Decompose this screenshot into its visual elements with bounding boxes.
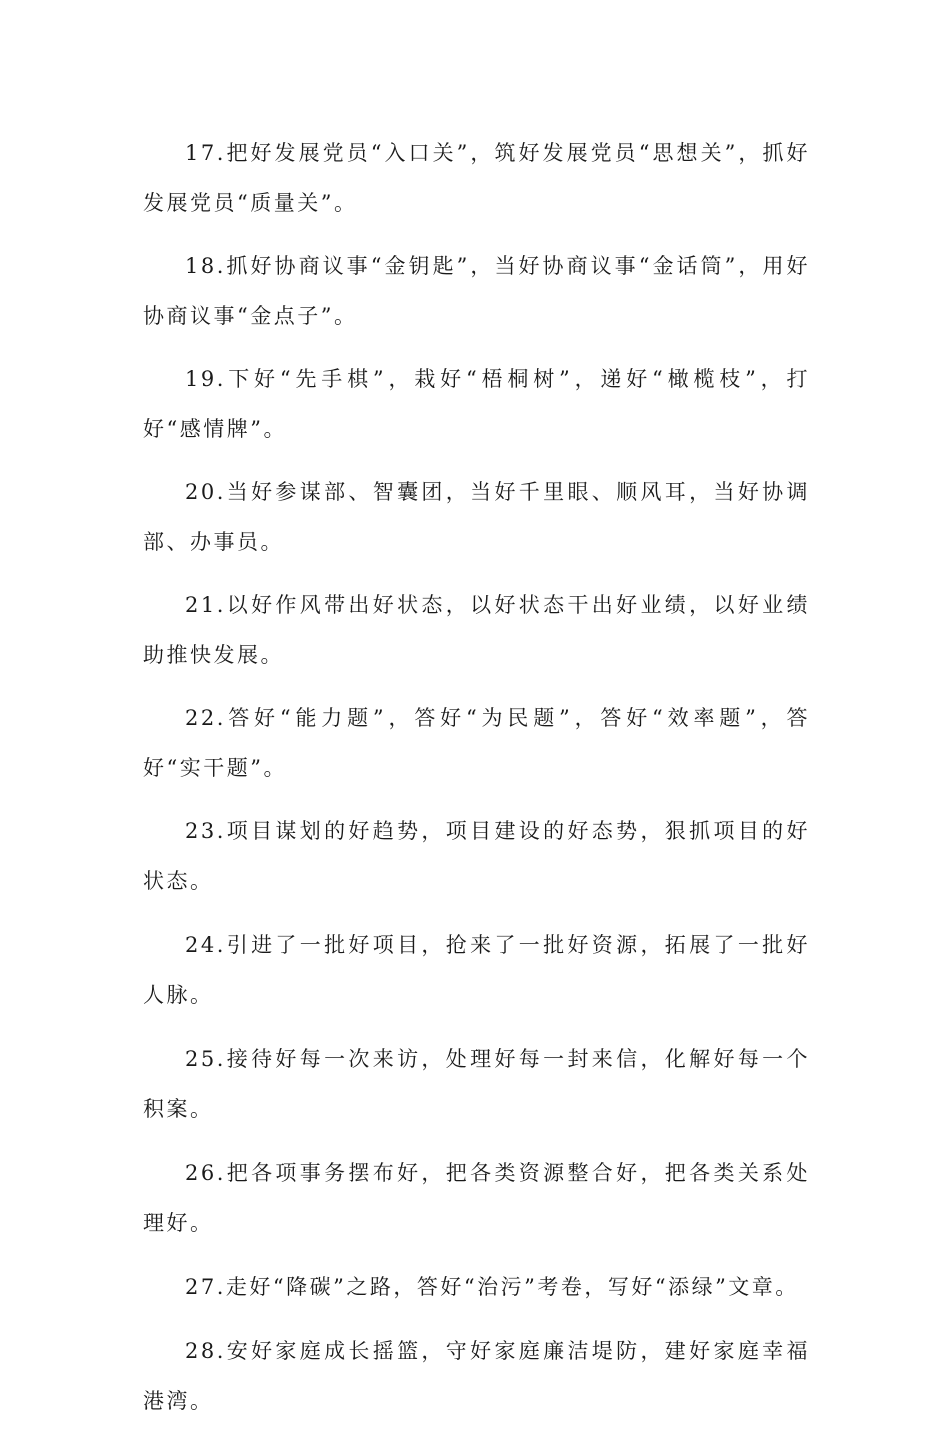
paragraph-23: 23.项目谋划的好趋势，项目建设的好态势，狠抓项目的好状态。 (143, 819, 810, 893)
paragraph-25: 25.接待好每一次来访，处理好每一封来信，化解好每一个积案。 (143, 1047, 810, 1121)
paragraph-27: 27.走好“降碳”之路，答好“治污”考卷，写好“添绿”文章。 (185, 1275, 799, 1299)
paragraph-22: 22.答好“能力题”，答好“为民题”，答好“效率题”，答好“实干题”。 (143, 706, 810, 780)
paragraph-20: 20.当好参谋部、智囊团，当好千里眼、顺风耳，当好协调部、办事员。 (143, 480, 810, 554)
paragraph-24: 24.引进了一批好项目，抢来了一批好资源，拓展了一批好人脉。 (143, 933, 810, 1007)
paragraph-19: 19.下好“先手棋”，栽好“梧桐树”，递好“橄榄枝”，打好“感情牌”。 (143, 367, 810, 441)
paragraph-21: 21.以好作风带出好状态，以好状态干出好业绩，以好业绩助推快发展。 (143, 593, 810, 667)
paragraph-28: 28.安好家庭成长摇篮，守好家庭廉洁堤防，建好家庭幸福港湾。 (143, 1339, 810, 1413)
paragraph-18: 18.抓好协商议事“金钥匙”，当好协商议事“金话筒”，用好协商议事“金点子”。 (143, 254, 810, 328)
paragraph-17: 17.把好发展党员“入口关”，筑好发展党员“思想关”，抓好发展党员“质量关”。 (143, 141, 810, 215)
document-body (143, 128, 810, 1440)
paragraph-26: 26.把各项事务摆布好，把各类资源整合好，把各类关系处理好。 (143, 1161, 810, 1235)
